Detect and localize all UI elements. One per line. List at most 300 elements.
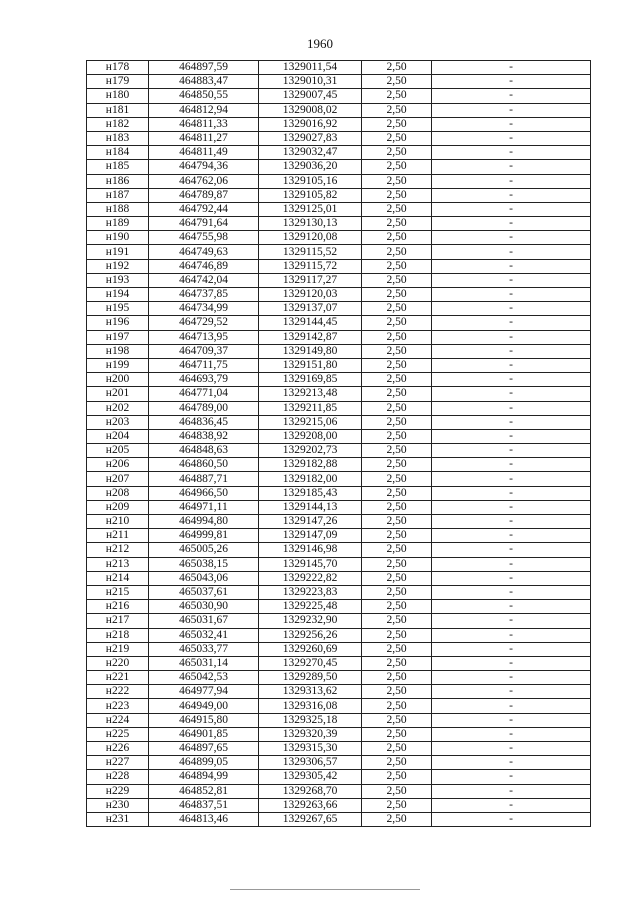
accuracy-cell: 2,50 [362, 585, 432, 599]
y-coordinate-cell: 1329147,26 [259, 515, 362, 529]
y-coordinate-cell: 1329315,30 [259, 742, 362, 756]
description-cell: - [432, 373, 591, 387]
table-row [87, 571, 591, 585]
table-row [87, 500, 591, 514]
x-coordinate-cell: 465033,77 [149, 642, 259, 656]
description-cell: - [432, 259, 591, 273]
accuracy-cell: 2,50 [362, 401, 432, 415]
table-row [87, 259, 591, 273]
point-id-cell: н190 [87, 231, 149, 245]
y-coordinate-cell: 1329151,80 [259, 358, 362, 372]
x-coordinate-cell: 464901,85 [149, 727, 259, 741]
point-id-cell: н188 [87, 202, 149, 216]
point-id-cell: н187 [87, 188, 149, 202]
point-id-cell: н193 [87, 273, 149, 287]
y-coordinate-cell: 1329225,48 [259, 600, 362, 614]
description-cell: - [432, 628, 591, 642]
table-row [87, 699, 591, 713]
accuracy-cell: 2,50 [362, 756, 432, 770]
point-id-cell: н185 [87, 160, 149, 174]
description-cell: - [432, 812, 591, 826]
description-cell: - [432, 358, 591, 372]
y-coordinate-cell: 1329182,00 [259, 472, 362, 486]
y-coordinate-cell: 1329016,92 [259, 117, 362, 131]
description-cell: - [432, 543, 591, 557]
y-coordinate-cell: 1329267,65 [259, 812, 362, 826]
description-cell: - [432, 146, 591, 160]
point-id-cell: н201 [87, 387, 149, 401]
description-cell: - [432, 798, 591, 812]
x-coordinate-cell: 464894,99 [149, 770, 259, 784]
x-coordinate-cell: 464811,27 [149, 131, 259, 145]
accuracy-cell: 2,50 [362, 472, 432, 486]
x-coordinate-cell: 464734,99 [149, 302, 259, 316]
table-row [87, 756, 591, 770]
description-cell: - [432, 61, 591, 75]
y-coordinate-cell: 1329223,83 [259, 585, 362, 599]
description-cell: - [432, 202, 591, 216]
y-coordinate-cell: 1329211,85 [259, 401, 362, 415]
accuracy-cell: 2,50 [362, 231, 432, 245]
x-coordinate-cell: 464709,37 [149, 344, 259, 358]
description-cell: - [432, 713, 591, 727]
table-row [87, 557, 591, 571]
y-coordinate-cell: 1329130,13 [259, 217, 362, 231]
table-row [87, 429, 591, 443]
accuracy-cell: 2,50 [362, 373, 432, 387]
point-id-cell: н226 [87, 742, 149, 756]
description-cell: - [432, 642, 591, 656]
table-row [87, 529, 591, 543]
point-id-cell: н192 [87, 259, 149, 273]
y-coordinate-cell: 1329289,50 [259, 671, 362, 685]
y-coordinate-cell: 1329142,87 [259, 330, 362, 344]
accuracy-cell: 2,50 [362, 103, 432, 117]
table-row [87, 656, 591, 670]
table-row [87, 600, 591, 614]
table-row [87, 515, 591, 529]
table-row [87, 89, 591, 103]
description-cell: - [432, 770, 591, 784]
description-cell: - [432, 571, 591, 585]
x-coordinate-cell: 464794,36 [149, 160, 259, 174]
accuracy-cell: 2,50 [362, 131, 432, 145]
accuracy-cell: 2,50 [362, 515, 432, 529]
y-coordinate-cell: 1329270,45 [259, 656, 362, 670]
coordinates-table [86, 60, 591, 827]
point-id-cell: н183 [87, 131, 149, 145]
point-id-cell: н181 [87, 103, 149, 117]
x-coordinate-cell: 465005,26 [149, 543, 259, 557]
description-cell: - [432, 288, 591, 302]
x-coordinate-cell: 464811,49 [149, 146, 259, 160]
y-coordinate-cell: 1329320,39 [259, 727, 362, 741]
accuracy-cell: 2,50 [362, 699, 432, 713]
table-row [87, 713, 591, 727]
table-row [87, 75, 591, 89]
description-cell: - [432, 529, 591, 543]
description-cell: - [432, 160, 591, 174]
accuracy-cell: 2,50 [362, 316, 432, 330]
description-cell: - [432, 387, 591, 401]
y-coordinate-cell: 1329185,43 [259, 486, 362, 500]
point-id-cell: н182 [87, 117, 149, 131]
table-row [87, 245, 591, 259]
description-cell: - [432, 245, 591, 259]
description-cell: - [432, 103, 591, 117]
point-id-cell: н209 [87, 500, 149, 514]
table-row [87, 160, 591, 174]
description-cell: - [432, 500, 591, 514]
table-row [87, 302, 591, 316]
page-number: 1960 [307, 36, 333, 51]
table-row [87, 61, 591, 75]
y-coordinate-cell: 1329115,72 [259, 259, 362, 273]
x-coordinate-cell: 465031,67 [149, 614, 259, 628]
table-row [87, 770, 591, 784]
point-id-cell: н224 [87, 713, 149, 727]
x-coordinate-cell: 464749,63 [149, 245, 259, 259]
point-id-cell: н215 [87, 585, 149, 599]
accuracy-cell: 2,50 [362, 188, 432, 202]
x-coordinate-cell: 464971,11 [149, 500, 259, 514]
y-coordinate-cell: 1329215,06 [259, 415, 362, 429]
point-id-cell: н223 [87, 699, 149, 713]
point-id-cell: н202 [87, 401, 149, 415]
point-id-cell: н200 [87, 373, 149, 387]
accuracy-cell: 2,50 [362, 500, 432, 514]
y-coordinate-cell: 1329032,47 [259, 146, 362, 160]
x-coordinate-cell: 464791,64 [149, 217, 259, 231]
x-coordinate-cell: 464999,81 [149, 529, 259, 543]
y-coordinate-cell: 1329202,73 [259, 444, 362, 458]
table-row [87, 202, 591, 216]
accuracy-cell: 2,50 [362, 628, 432, 642]
accuracy-cell: 2,50 [362, 812, 432, 826]
table-row [87, 316, 591, 330]
table-row [87, 103, 591, 117]
x-coordinate-cell: 464711,75 [149, 358, 259, 372]
accuracy-cell: 2,50 [362, 543, 432, 557]
table-row [87, 784, 591, 798]
description-cell: - [432, 188, 591, 202]
point-id-cell: н186 [87, 174, 149, 188]
point-id-cell: н210 [87, 515, 149, 529]
accuracy-cell: 2,50 [362, 61, 432, 75]
x-coordinate-cell: 464755,98 [149, 231, 259, 245]
table-row [87, 217, 591, 231]
y-coordinate-cell: 1329169,85 [259, 373, 362, 387]
x-coordinate-cell: 464812,94 [149, 103, 259, 117]
point-id-cell: н231 [87, 812, 149, 826]
accuracy-cell: 2,50 [362, 713, 432, 727]
point-id-cell: н199 [87, 358, 149, 372]
point-id-cell: н194 [87, 288, 149, 302]
accuracy-cell: 2,50 [362, 429, 432, 443]
accuracy-cell: 2,50 [362, 89, 432, 103]
accuracy-cell: 2,50 [362, 656, 432, 670]
point-id-cell: н213 [87, 557, 149, 571]
y-coordinate-cell: 1329117,27 [259, 273, 362, 287]
x-coordinate-cell: 464838,92 [149, 429, 259, 443]
y-coordinate-cell: 1329144,45 [259, 316, 362, 330]
y-coordinate-cell: 1329027,83 [259, 131, 362, 145]
x-coordinate-cell: 465037,61 [149, 585, 259, 599]
point-id-cell: н211 [87, 529, 149, 543]
description-cell: - [432, 330, 591, 344]
accuracy-cell: 2,50 [362, 742, 432, 756]
point-id-cell: н225 [87, 727, 149, 741]
table-row [87, 330, 591, 344]
x-coordinate-cell: 464977,94 [149, 685, 259, 699]
description-cell: - [432, 174, 591, 188]
accuracy-cell: 2,50 [362, 614, 432, 628]
x-coordinate-cell: 464966,50 [149, 486, 259, 500]
accuracy-cell: 2,50 [362, 146, 432, 160]
description-cell: - [432, 671, 591, 685]
description-cell: - [432, 486, 591, 500]
point-id-cell: н228 [87, 770, 149, 784]
x-coordinate-cell: 464789,00 [149, 401, 259, 415]
description-cell: - [432, 472, 591, 486]
accuracy-cell: 2,50 [362, 557, 432, 571]
point-id-cell: н207 [87, 472, 149, 486]
table-row [87, 628, 591, 642]
accuracy-cell: 2,50 [362, 415, 432, 429]
table-row [87, 472, 591, 486]
description-cell: - [432, 699, 591, 713]
x-coordinate-cell: 464742,04 [149, 273, 259, 287]
point-id-cell: н222 [87, 685, 149, 699]
description-cell: - [432, 401, 591, 415]
description-cell: - [432, 273, 591, 287]
table-row [87, 585, 591, 599]
description-cell: - [432, 429, 591, 443]
table-row [87, 458, 591, 472]
y-coordinate-cell: 1329263,66 [259, 798, 362, 812]
point-id-cell: н198 [87, 344, 149, 358]
accuracy-cell: 2,50 [362, 529, 432, 543]
y-coordinate-cell: 1329208,00 [259, 429, 362, 443]
description-cell: - [432, 600, 591, 614]
y-coordinate-cell: 1329008,02 [259, 103, 362, 117]
point-id-cell: н203 [87, 415, 149, 429]
point-id-cell: н220 [87, 656, 149, 670]
point-id-cell: н229 [87, 784, 149, 798]
x-coordinate-cell: 464897,59 [149, 61, 259, 75]
accuracy-cell: 2,50 [362, 302, 432, 316]
description-cell: - [432, 557, 591, 571]
x-coordinate-cell: 464837,51 [149, 798, 259, 812]
table-row [87, 387, 591, 401]
table-row [87, 174, 591, 188]
y-coordinate-cell: 1329011,54 [259, 61, 362, 75]
y-coordinate-cell: 1329222,82 [259, 571, 362, 585]
accuracy-cell: 2,50 [362, 259, 432, 273]
accuracy-cell: 2,50 [362, 642, 432, 656]
accuracy-cell: 2,50 [362, 160, 432, 174]
description-cell: - [432, 614, 591, 628]
table-row [87, 798, 591, 812]
y-coordinate-cell: 1329213,48 [259, 387, 362, 401]
y-coordinate-cell: 1329120,08 [259, 231, 362, 245]
accuracy-cell: 2,50 [362, 685, 432, 699]
description-cell: - [432, 131, 591, 145]
description-cell: - [432, 742, 591, 756]
x-coordinate-cell: 464899,05 [149, 756, 259, 770]
y-coordinate-cell: 1329182,88 [259, 458, 362, 472]
table-row [87, 812, 591, 826]
coordinates-table-body [87, 61, 591, 827]
description-cell: - [432, 727, 591, 741]
description-cell: - [432, 415, 591, 429]
table-row [87, 273, 591, 287]
table-row [87, 401, 591, 415]
description-cell: - [432, 344, 591, 358]
x-coordinate-cell: 464713,95 [149, 330, 259, 344]
table-row [87, 415, 591, 429]
accuracy-cell: 2,50 [362, 727, 432, 741]
y-coordinate-cell: 1329010,31 [259, 75, 362, 89]
x-coordinate-cell: 464860,50 [149, 458, 259, 472]
table-row [87, 188, 591, 202]
point-id-cell: н196 [87, 316, 149, 330]
point-id-cell: н178 [87, 61, 149, 75]
table-row [87, 642, 591, 656]
y-coordinate-cell: 1329316,08 [259, 699, 362, 713]
y-coordinate-cell: 1329105,82 [259, 188, 362, 202]
accuracy-cell: 2,50 [362, 117, 432, 131]
x-coordinate-cell: 464994,80 [149, 515, 259, 529]
point-id-cell: н191 [87, 245, 149, 259]
description-cell: - [432, 458, 591, 472]
table-row [87, 742, 591, 756]
x-coordinate-cell: 465031,14 [149, 656, 259, 670]
accuracy-cell: 2,50 [362, 174, 432, 188]
x-coordinate-cell: 465030,90 [149, 600, 259, 614]
point-id-cell: н184 [87, 146, 149, 160]
accuracy-cell: 2,50 [362, 571, 432, 585]
y-coordinate-cell: 1329325,18 [259, 713, 362, 727]
accuracy-cell: 2,50 [362, 784, 432, 798]
x-coordinate-cell: 465032,41 [149, 628, 259, 642]
table-row [87, 671, 591, 685]
table-row [87, 685, 591, 699]
accuracy-cell: 2,50 [362, 444, 432, 458]
table-row [87, 486, 591, 500]
y-coordinate-cell: 1329306,57 [259, 756, 362, 770]
x-coordinate-cell: 464811,33 [149, 117, 259, 131]
point-id-cell: н227 [87, 756, 149, 770]
accuracy-cell: 2,50 [362, 273, 432, 287]
table-row [87, 131, 591, 145]
point-id-cell: н230 [87, 798, 149, 812]
x-coordinate-cell: 464792,44 [149, 202, 259, 216]
accuracy-cell: 2,50 [362, 202, 432, 216]
table-row [87, 288, 591, 302]
y-coordinate-cell: 1329256,26 [259, 628, 362, 642]
accuracy-cell: 2,50 [362, 288, 432, 302]
x-coordinate-cell: 464746,89 [149, 259, 259, 273]
table-row [87, 543, 591, 557]
table-row [87, 231, 591, 245]
x-coordinate-cell: 464789,87 [149, 188, 259, 202]
x-coordinate-cell: 464850,55 [149, 89, 259, 103]
accuracy-cell: 2,50 [362, 600, 432, 614]
y-coordinate-cell: 1329120,03 [259, 288, 362, 302]
x-coordinate-cell: 464762,06 [149, 174, 259, 188]
point-id-cell: н197 [87, 330, 149, 344]
x-coordinate-cell: 464737,85 [149, 288, 259, 302]
table-row [87, 344, 591, 358]
y-coordinate-cell: 1329105,16 [259, 174, 362, 188]
table-row [87, 444, 591, 458]
point-id-cell: н216 [87, 600, 149, 614]
x-coordinate-cell: 464848,63 [149, 444, 259, 458]
description-cell: - [432, 231, 591, 245]
y-coordinate-cell: 1329147,09 [259, 529, 362, 543]
point-id-cell: н179 [87, 75, 149, 89]
description-cell: - [432, 117, 591, 131]
description-cell: - [432, 75, 591, 89]
table-row [87, 117, 591, 131]
point-id-cell: н212 [87, 543, 149, 557]
accuracy-cell: 2,50 [362, 358, 432, 372]
point-id-cell: н204 [87, 429, 149, 443]
description-cell: - [432, 756, 591, 770]
description-cell: - [432, 89, 591, 103]
description-cell: - [432, 217, 591, 231]
point-id-cell: н208 [87, 486, 149, 500]
accuracy-cell: 2,50 [362, 671, 432, 685]
point-id-cell: н214 [87, 571, 149, 585]
description-cell: - [432, 302, 591, 316]
x-coordinate-cell: 464915,80 [149, 713, 259, 727]
x-coordinate-cell: 464771,04 [149, 387, 259, 401]
y-coordinate-cell: 1329313,62 [259, 685, 362, 699]
accuracy-cell: 2,50 [362, 344, 432, 358]
point-id-cell: н206 [87, 458, 149, 472]
y-coordinate-cell: 1329146,98 [259, 543, 362, 557]
table-row [87, 727, 591, 741]
y-coordinate-cell: 1329125,01 [259, 202, 362, 216]
y-coordinate-cell: 1329007,45 [259, 89, 362, 103]
accuracy-cell: 2,50 [362, 770, 432, 784]
point-id-cell: н221 [87, 671, 149, 685]
y-coordinate-cell: 1329144,13 [259, 500, 362, 514]
accuracy-cell: 2,50 [362, 387, 432, 401]
accuracy-cell: 2,50 [362, 75, 432, 89]
description-cell: - [432, 585, 591, 599]
accuracy-cell: 2,50 [362, 798, 432, 812]
x-coordinate-cell: 465038,15 [149, 557, 259, 571]
description-cell: - [432, 784, 591, 798]
y-coordinate-cell: 1329268,70 [259, 784, 362, 798]
x-coordinate-cell: 464883,47 [149, 75, 259, 89]
point-id-cell: н180 [87, 89, 149, 103]
x-coordinate-cell: 464897,65 [149, 742, 259, 756]
accuracy-cell: 2,50 [362, 458, 432, 472]
y-coordinate-cell: 1329036,20 [259, 160, 362, 174]
x-coordinate-cell: 464836,45 [149, 415, 259, 429]
point-id-cell: н205 [87, 444, 149, 458]
x-coordinate-cell: 464729,52 [149, 316, 259, 330]
y-coordinate-cell: 1329145,70 [259, 557, 362, 571]
x-coordinate-cell: 465042,53 [149, 671, 259, 685]
y-coordinate-cell: 1329232,90 [259, 614, 362, 628]
description-cell: - [432, 656, 591, 670]
x-coordinate-cell: 465043,06 [149, 571, 259, 585]
